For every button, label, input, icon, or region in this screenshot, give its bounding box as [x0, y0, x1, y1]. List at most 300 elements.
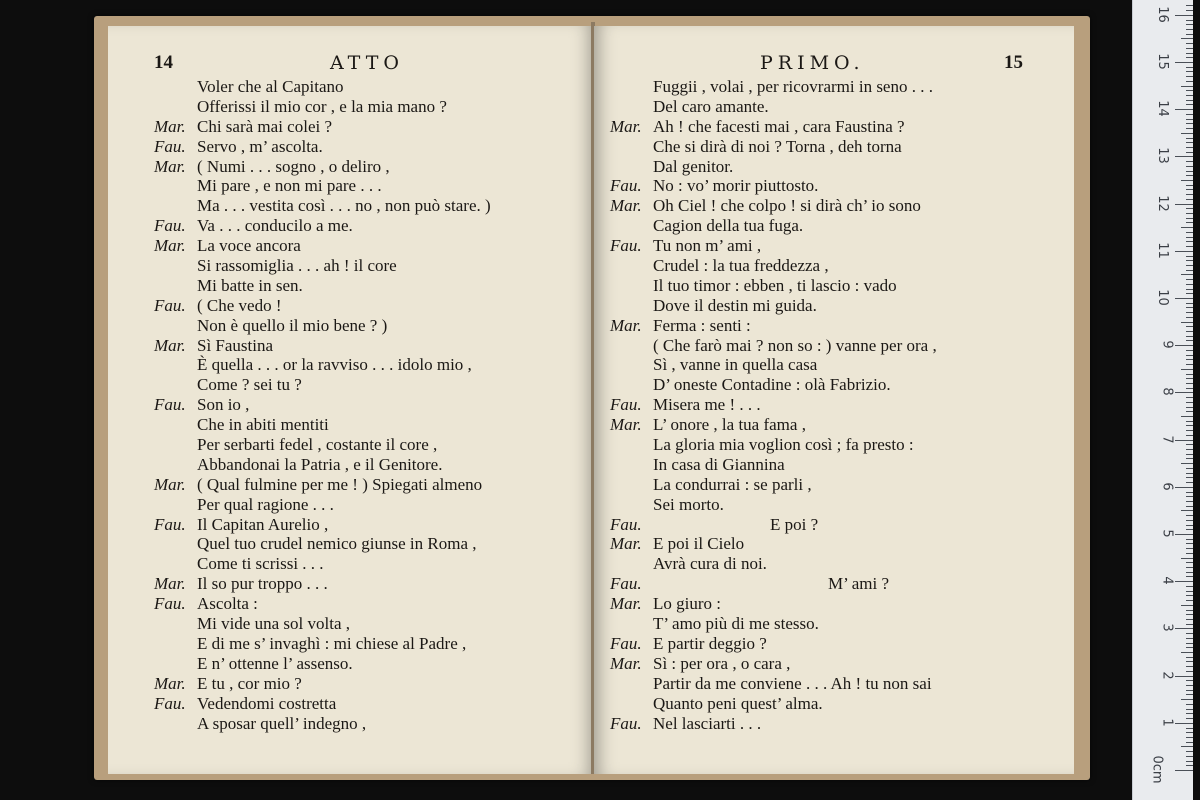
ruler-tick [1186, 586, 1193, 587]
text-line [610, 634, 937, 654]
ruler-tick [1181, 227, 1193, 228]
speaker-label: Mar. [610, 534, 642, 554]
ruler-tick [1186, 633, 1193, 634]
ruler-tick [1186, 246, 1193, 247]
ruler-tick [1181, 322, 1193, 323]
ruler-tick [1186, 765, 1193, 766]
speaker-label: Fau. [154, 594, 186, 614]
ruler-tick [1186, 171, 1193, 172]
ruler-tick [1175, 676, 1193, 677]
line-text: Mi pare , e non mi pare . . . [197, 176, 382, 196]
line-text: Il Capitan Aurelio , [197, 514, 329, 534]
speaker-label: Mar. [154, 335, 186, 355]
text-line [610, 475, 937, 495]
ruler-label: 12 [1155, 194, 1171, 212]
ruler-tick [1186, 624, 1193, 625]
ruler-tick [1186, 256, 1193, 257]
text-line [154, 176, 491, 196]
ruler-tick [1186, 326, 1193, 327]
text-line [154, 515, 491, 535]
line-text: Mi batte in sen. [197, 275, 303, 295]
speaker-label: Mar. [154, 156, 186, 176]
text-line [610, 375, 937, 395]
text-line [610, 157, 937, 177]
line-text: Abbandonai la Patria , e il Genitore. [197, 454, 443, 474]
ruler-tick [1186, 737, 1193, 738]
line-text: Del caro amante. [653, 96, 769, 116]
speaker-label: Fau. [610, 236, 642, 256]
ruler-tick [1186, 397, 1193, 398]
ruler-tick [1186, 496, 1193, 497]
ruler-tick [1186, 713, 1193, 714]
ruler-tick [1186, 614, 1193, 615]
ruler-tick [1186, 576, 1193, 577]
line-text: Chi sarà mai colei ? [197, 116, 333, 136]
ruler-tick [1181, 369, 1193, 370]
text-line [154, 435, 491, 455]
ruler-tick [1186, 732, 1193, 733]
ruler-tick [1186, 468, 1193, 469]
page-header-left: ATTO [330, 52, 404, 74]
ruler-label: 13 [1155, 147, 1171, 165]
ruler-tick [1186, 43, 1193, 44]
text-line [154, 97, 491, 117]
ruler-tick [1186, 147, 1193, 148]
text-line [154, 674, 491, 694]
line-text: D’ oneste Contadine : olà Fabrizio. [653, 375, 891, 395]
ruler-label: 4 [1159, 576, 1175, 585]
text-line [610, 137, 937, 157]
ruler-tick [1186, 742, 1193, 743]
ruler-tick [1186, 364, 1193, 365]
text-line [154, 276, 491, 296]
ruler-tick [1186, 138, 1193, 139]
ruler-label: 7 [1159, 434, 1175, 444]
line-text: Il tuo timor : ebben , ti lascio : vado [653, 275, 897, 295]
text-line [154, 495, 491, 515]
speaker-label: Fau. [154, 514, 186, 534]
text-line [154, 256, 491, 276]
text-line [154, 554, 491, 574]
ruler-tick [1186, 284, 1193, 285]
ruler-tick [1186, 331, 1193, 332]
text-line [610, 714, 937, 734]
ruler-tick [1186, 76, 1193, 77]
ruler-tick [1186, 562, 1193, 563]
line-text: Sì : per ora , o cara , [653, 653, 791, 673]
ruler-tick [1186, 454, 1193, 455]
ruler-tick [1186, 114, 1193, 115]
text-line [610, 554, 937, 574]
ruler-tick [1186, 128, 1193, 129]
line-text: ( Numi . . . sogno , o deliro , [197, 156, 390, 176]
text-line [154, 415, 491, 435]
ruler-tick [1186, 152, 1193, 153]
line-text: E tu , cor mio ? [197, 673, 302, 693]
ruler-tick [1186, 95, 1193, 96]
open-book [94, 16, 1090, 780]
text-line [154, 336, 491, 356]
text-line [610, 316, 937, 336]
ruler-tick [1186, 218, 1193, 219]
line-text: Fuggii , volai , per ricovrarmi in seno . . . [653, 77, 933, 96]
ruler-tick [1175, 770, 1193, 771]
line-text: La gloria mia voglion così ; fa presto : [653, 435, 914, 455]
ruler-tick [1186, 501, 1193, 502]
line-text: Voler che al Capitano [197, 77, 344, 96]
line-text: Ascolta : [197, 594, 258, 614]
text-line [610, 654, 937, 674]
ruler-tick [1186, 104, 1193, 105]
ruler-tick [1186, 619, 1193, 620]
ruler-tick [1175, 487, 1193, 488]
ruler-tick [1186, 374, 1193, 375]
ruler-tick [1186, 5, 1193, 6]
line-text: Quanto peni quest’ alma. [653, 693, 823, 713]
ruler-tick [1186, 81, 1193, 82]
ruler-tick [1186, 53, 1193, 54]
ruler-label: 9 [1159, 340, 1175, 349]
text-line [610, 296, 937, 316]
ruler-tick [1186, 411, 1193, 412]
ruler-label: 11 [1155, 242, 1171, 259]
ruler-tick [1186, 435, 1193, 436]
ruler-tick [1186, 567, 1193, 568]
ruler-tick [1186, 222, 1193, 223]
text-line [154, 574, 491, 594]
line-text: La condurrai : se parli , [653, 474, 812, 494]
ruler-tick [1186, 29, 1193, 30]
line-text: Sì Faustina [197, 335, 274, 355]
line-text: Misera me ! . . . [653, 395, 761, 415]
text-line [610, 256, 937, 276]
ruler-tick [1186, 161, 1193, 162]
text-line [610, 336, 937, 356]
text-line [154, 137, 491, 157]
ruler-label: 1 [1159, 718, 1175, 727]
text-line [154, 614, 491, 634]
ruler-tick [1186, 548, 1193, 549]
text-line [610, 594, 937, 614]
text-line [154, 534, 491, 554]
text-line [154, 714, 491, 734]
ruler-tick [1186, 718, 1193, 719]
ruler-tick [1181, 699, 1193, 700]
ruler-tick [1186, 638, 1193, 639]
text-line [154, 694, 491, 714]
ruler-tick [1186, 610, 1193, 611]
line-text: E n’ ottenne l’ assenso. [197, 653, 353, 673]
speaker-label: Fau. [610, 395, 642, 415]
speaker-label: Mar. [610, 653, 642, 673]
speaker-label: Mar. [610, 116, 642, 136]
ruler-label: 0cm [1149, 755, 1165, 784]
ruler-tick [1181, 652, 1193, 653]
right-aligned-reply: M’ ami ? [828, 574, 890, 594]
page-number-right: 15 [1004, 52, 1023, 73]
ruler-tick [1186, 340, 1193, 341]
speaker-label: Fau. [154, 295, 186, 315]
text-line [154, 216, 491, 236]
line-text: Dove il destin mi guida. [653, 295, 817, 315]
ruler-tick [1186, 477, 1193, 478]
ruler-label: 5 [1159, 529, 1175, 538]
text-line [610, 674, 937, 694]
line-text: La voce ancora [197, 236, 301, 256]
ruler-tick [1175, 723, 1193, 724]
left-page [108, 26, 594, 774]
ruler-tick [1186, 595, 1193, 596]
ruler-tick [1175, 628, 1193, 629]
ruler-tick [1186, 279, 1193, 280]
ruler-tick [1186, 142, 1193, 143]
ruler-tick [1181, 746, 1193, 747]
ruler-label: 15 [1155, 53, 1171, 70]
line-text: Dal genitor. [653, 156, 734, 176]
line-text: ( Che farò mai ? non so : ) vanne per ora , [653, 335, 937, 355]
ruler-tick [1186, 553, 1193, 554]
line-text: È quella . . . or la ravviso . . . idolo mio , [197, 355, 472, 375]
ruler-tick [1175, 345, 1193, 346]
ruler-tick [1186, 166, 1193, 167]
ruler-tick [1186, 208, 1193, 209]
line-text: E partir deggio ? [653, 633, 767, 653]
line-text: ( Qual fulmine per me ! ) Spiegati almeno [197, 474, 483, 494]
ruler-tick [1186, 378, 1193, 379]
speaker-label: Mar. [610, 196, 642, 216]
line-text: Ah ! che facesti mai , cara Faustina ? [653, 116, 905, 136]
line-text: Va . . . conducilo a me. [197, 216, 353, 236]
line-text: Per serbarti fedel , costante il core , [197, 435, 438, 455]
ruler-tick [1186, 657, 1193, 658]
speaker-label: Fau. [610, 713, 642, 733]
ruler-tick [1186, 751, 1193, 752]
ruler-tick [1186, 119, 1193, 120]
ruler-label: 2 [1159, 670, 1175, 680]
speaker-label: Mar. [610, 415, 642, 435]
text-line [610, 574, 937, 594]
text-line [154, 654, 491, 674]
ruler-tick [1181, 86, 1193, 87]
line-text: Nel lasciarti . . . [653, 713, 762, 733]
ruler-tick [1186, 123, 1193, 124]
text-line [610, 196, 937, 216]
ruler-tick [1186, 100, 1193, 101]
ruler-tick [1186, 425, 1193, 426]
ruler-tick [1186, 430, 1193, 431]
ruler-tick [1181, 38, 1193, 39]
text-line [610, 355, 937, 375]
ruler-tick [1186, 473, 1193, 474]
line-text: Ma . . . vestita così . . . no , non può stare. ) [197, 196, 491, 216]
ruler-label: 3 [1159, 623, 1175, 633]
speaker-label: Mar. [154, 116, 186, 136]
line-text: Non è quello il mio bene ? ) [197, 315, 388, 335]
ruler-tick [1186, 704, 1193, 705]
line-text: Si rassomiglia . . . ah ! il core [197, 256, 397, 276]
ruler-tick [1186, 506, 1193, 507]
ruler-tick [1186, 600, 1193, 601]
ruler-tick [1186, 307, 1193, 308]
ruler-tick [1186, 213, 1193, 214]
left-page-text [154, 77, 491, 733]
ruler-tick [1186, 67, 1193, 68]
ruler-tick [1186, 90, 1193, 91]
line-text: Mi vide una sol volta , [197, 614, 350, 634]
speaker-label: Mar. [154, 673, 186, 693]
line-text: Ferma : senti : [653, 315, 751, 335]
ruler-tick [1181, 274, 1193, 275]
line-text: Che si dirà di noi ? Torna , deh torna [653, 136, 902, 156]
speaker-label: Mar. [154, 474, 186, 494]
text-line [610, 435, 937, 455]
ruler-tick [1186, 48, 1193, 49]
page-number-left: 14 [154, 52, 173, 73]
ruler-tick [1186, 492, 1193, 493]
measuring-ruler [1132, 0, 1193, 800]
line-text: Per qual ragione . . . [197, 494, 334, 514]
ruler-tick [1186, 515, 1193, 516]
text-line [154, 236, 491, 256]
line-text: In casa di Giannina [653, 454, 785, 474]
speaker-label: Fau. [154, 395, 186, 415]
ruler-tick [1186, 690, 1193, 691]
speaker-label: Fau. [610, 176, 642, 196]
line-text: T’ amo più di me stesso. [653, 614, 819, 634]
ruler-tick [1186, 199, 1193, 200]
speaker-label: Fau. [610, 514, 642, 534]
line-text: Vedendomi costretta [197, 693, 337, 713]
ruler-tick [1186, 539, 1193, 540]
line-text: Come ti scrissi . . . [197, 554, 324, 574]
ruler-tick [1186, 529, 1193, 530]
ruler-tick [1175, 440, 1193, 441]
text-line [610, 515, 937, 535]
speaker-label: Fau. [610, 633, 642, 653]
ruler-tick [1186, 388, 1193, 389]
line-text: Partir da me conviene . . . Ah ! tu non sai [653, 673, 932, 693]
ruler-tick [1186, 189, 1193, 190]
speaker-label: Mar. [154, 236, 186, 256]
ruler-tick [1181, 180, 1193, 181]
line-text: Il so pur troppo . . . [197, 574, 328, 594]
line-text: Servo , m’ ascolta. [197, 136, 323, 156]
text-line [610, 694, 937, 714]
ruler-tick [1186, 728, 1193, 729]
line-text: Lo giuro : [653, 594, 721, 614]
ruler-label: 14 [1155, 100, 1171, 117]
ruler-tick [1186, 350, 1193, 351]
ruler-tick [1186, 709, 1193, 710]
ruler-tick [1175, 392, 1193, 393]
ruler-tick [1181, 605, 1193, 606]
text-line [610, 77, 937, 97]
text-line [610, 614, 937, 634]
ruler-tick [1186, 317, 1193, 318]
ruler-tick [1186, 34, 1193, 35]
ruler-tick [1186, 520, 1193, 521]
text-line [154, 196, 491, 216]
line-text: Avrà cura di noi. [653, 554, 767, 574]
text-line [610, 236, 937, 256]
ruler-tick [1186, 685, 1193, 686]
ruler-tick [1186, 680, 1193, 681]
line-text: Son io , [197, 395, 250, 415]
ruler-tick [1175, 298, 1193, 299]
ruler-tick [1186, 421, 1193, 422]
text-line [154, 157, 491, 177]
ruler-tick [1186, 482, 1193, 483]
speaker-label: Mar. [610, 315, 642, 335]
ruler-tick [1175, 204, 1193, 205]
ruler-tick [1186, 336, 1193, 337]
ruler-tick [1186, 756, 1193, 757]
speaker-label: Fau. [154, 693, 186, 713]
line-text: Come ? sei tu ? [197, 375, 302, 395]
ruler-tick [1186, 359, 1193, 360]
text-line [610, 97, 937, 117]
ruler-tick [1186, 666, 1193, 667]
ruler-tick [1186, 572, 1193, 573]
ruler-tick [1186, 20, 1193, 21]
ruler-tick [1186, 444, 1193, 445]
text-line [610, 455, 937, 475]
text-line [610, 415, 937, 435]
ruler-tick [1181, 558, 1193, 559]
line-text: Tu non m’ ami , [653, 236, 762, 256]
ruler-tick [1186, 241, 1193, 242]
line-text: E di me s’ invaghì : mi chiese al Padre , [197, 633, 467, 653]
ruler-tick [1186, 10, 1193, 11]
ruler-tick [1181, 416, 1193, 417]
text-line [610, 534, 937, 554]
ruler-tick [1186, 237, 1193, 238]
text-line [610, 176, 937, 196]
ruler-tick [1175, 15, 1193, 16]
ruler-tick [1186, 260, 1193, 261]
line-text: Cagion della tua fuga. [653, 216, 804, 236]
ruler-tick [1186, 24, 1193, 25]
text-line [610, 117, 937, 137]
speaker-label: Fau. [154, 216, 186, 236]
ruler-tick [1186, 383, 1193, 384]
ruler-tick [1186, 355, 1193, 356]
right-page-text [610, 77, 937, 733]
text-line [154, 117, 491, 137]
text-line [610, 395, 937, 415]
ruler-tick [1186, 591, 1193, 592]
text-line [154, 395, 491, 415]
ruler-tick [1175, 581, 1193, 582]
ruler-label: 6 [1159, 482, 1175, 491]
line-text: Quel tuo crudel nemico giunse in Roma , [197, 534, 477, 554]
ruler-label: 8 [1159, 387, 1175, 397]
page-header-right: PRIMO. [760, 52, 865, 74]
text-line [154, 475, 491, 495]
ruler-tick [1186, 543, 1193, 544]
ruler-tick [1186, 57, 1193, 58]
ruler-tick [1175, 251, 1193, 252]
ruler-tick [1186, 312, 1193, 313]
ruler-tick [1186, 71, 1193, 72]
speaker-label: Mar. [154, 574, 186, 594]
text-line [154, 455, 491, 475]
ruler-tick [1186, 458, 1193, 459]
text-line [154, 316, 491, 336]
text-line [610, 495, 937, 515]
text-line [610, 216, 937, 236]
ruler-tick [1175, 156, 1193, 157]
